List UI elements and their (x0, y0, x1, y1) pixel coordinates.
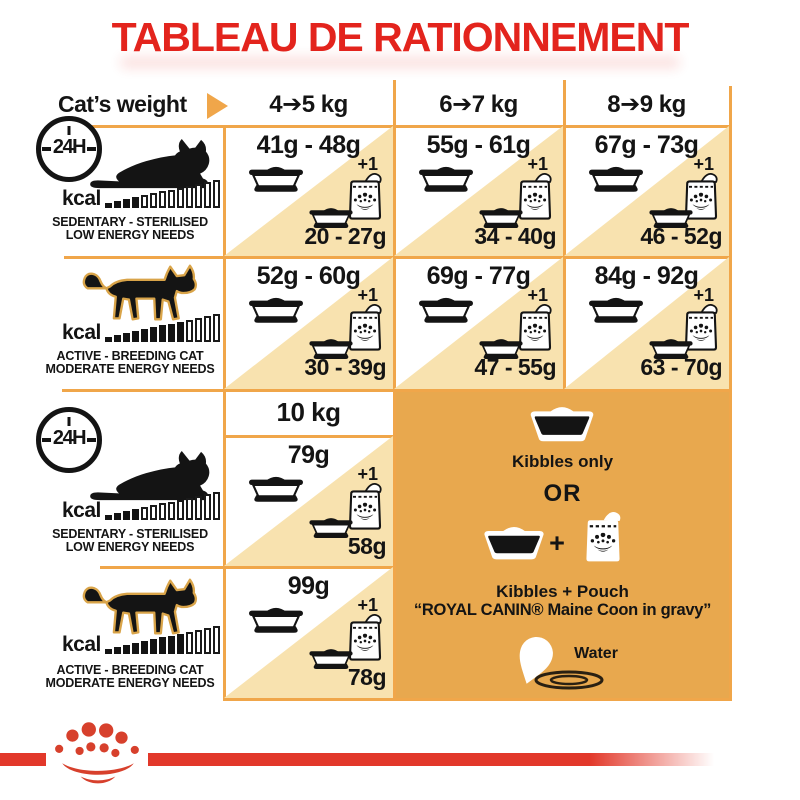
energy-bar (159, 191, 166, 207)
kibbles-plus-pouch-amount: 58g (347, 533, 386, 559)
energy-bar (123, 645, 130, 654)
kcal-scale (62, 314, 224, 342)
grid-line (224, 698, 730, 701)
profile-line1: ACTIVE - BREEDING CAT (56, 349, 204, 363)
kibbles-plus-pouch-amount: 63 - 70g (640, 354, 722, 380)
clock-24h-label: 24H (52, 427, 86, 449)
profile-line1: ACTIVE - BREEDING CAT (56, 663, 204, 677)
profile-line2: MODERATE ENERGY NEEDS (45, 362, 215, 376)
pouch-product-name: “ROYAL CANIN® Maine Coon in gravy” (413, 601, 712, 619)
profile-line2: LOW ENERGY NEEDS (65, 540, 195, 554)
energy-bar (177, 634, 184, 654)
profile-active (34, 574, 226, 694)
profile-line1: SEDENTARY - STERILISED (52, 527, 208, 541)
or-label: OR (543, 480, 582, 507)
kcal-scale (62, 492, 224, 520)
energy-bar (150, 505, 157, 520)
energy-bar (168, 324, 175, 342)
kibbles-only-amount: 41g - 48g (256, 131, 361, 159)
plus-one-pouch-label: +1 (527, 285, 548, 305)
energy-bars-icon (105, 180, 220, 208)
kibble-bowl-icon (480, 525, 548, 560)
kcal-label: kcal (62, 320, 101, 344)
energy-bar (159, 637, 166, 653)
energy-bars-icon (105, 492, 220, 520)
kibbles-only-label: Kibbles only (511, 452, 614, 471)
kibbles-plus-pouch-amount: 30 - 39g (304, 354, 386, 380)
clock-tick (68, 126, 71, 135)
energy-bar (204, 316, 211, 342)
energy-bar (150, 327, 157, 342)
title-shadow-decoration (120, 57, 680, 68)
water-label: Water (574, 645, 618, 662)
water-ripple-icon (532, 670, 606, 690)
energy-bar (123, 199, 130, 208)
energy-bar (213, 492, 220, 520)
plus-sign: + (549, 528, 565, 558)
energy-bar (132, 643, 139, 654)
cats-weight-label: Cat’s weight (58, 91, 187, 117)
energy-bar (177, 500, 184, 520)
page-title: TABLEAU DE RATIONNEMENT (111, 14, 689, 60)
col-header-8-9kg: 8➔9 kg (607, 91, 686, 118)
energy-bar (213, 180, 220, 208)
energy-bar (150, 639, 157, 654)
energy-bar (195, 318, 202, 342)
energy-bar (114, 513, 121, 520)
ration-cell (224, 436, 393, 566)
profile-line2: LOW ENERGY NEEDS (65, 228, 195, 242)
energy-bar (123, 333, 130, 342)
energy-bar (105, 649, 112, 654)
energy-bar (195, 630, 202, 654)
energy-bar (141, 329, 148, 342)
kibbles-only-amount: 55g - 61g (426, 131, 531, 159)
plus-one-pouch-label: +1 (357, 595, 378, 615)
kcal-label: kcal (62, 632, 101, 656)
kibble-bowl-icon (245, 163, 307, 193)
energy-bar (132, 197, 139, 208)
kibble-bowl-icon (526, 405, 598, 442)
energy-bar (132, 331, 139, 342)
per-24h-clock-icon (36, 407, 102, 473)
pouch-icon (583, 511, 623, 564)
ration-cell (394, 126, 563, 256)
brand-stripe (148, 753, 714, 766)
kibbles-plus-pouch-amount: 47 - 55g (474, 354, 556, 380)
ration-cell (564, 257, 729, 389)
energy-bar (204, 628, 211, 654)
kibbles-only-amount: 52g - 60g (256, 262, 361, 290)
kibble-bowl-icon (245, 473, 307, 503)
energy-bar (159, 325, 166, 341)
kibbles-only-amount: 67g - 73g (594, 131, 699, 159)
feeding-options-panel (396, 392, 729, 698)
kibbles-only-amount: 99g (287, 572, 330, 600)
energy-bars-icon (105, 314, 220, 342)
kibbles-only-amount: 79g (287, 441, 330, 469)
energy-bar (141, 507, 148, 520)
per-24h-clock-icon (36, 116, 102, 182)
energy-bar (105, 337, 112, 342)
energy-bar (132, 509, 139, 520)
profile-active (34, 260, 226, 382)
kcal-label: kcal (62, 498, 101, 522)
plus-one-pouch-label: +1 (693, 285, 714, 305)
energy-bar (159, 503, 166, 519)
kibbles-plus-pouch-amount: 34 - 40g (474, 223, 556, 249)
clock-24h-label: 24H (52, 136, 86, 158)
energy-bar (114, 201, 121, 208)
kibble-bowl-icon (415, 294, 477, 324)
kibble-bowl-icon (585, 163, 647, 193)
energy-bar (186, 632, 193, 654)
energy-bar (141, 195, 148, 208)
plus-one-pouch-label: +1 (357, 154, 378, 174)
energy-bar (168, 502, 175, 520)
kibbles-plus-pouch-amount: 46 - 52g (640, 223, 722, 249)
energy-bar (168, 190, 175, 208)
energy-bar (186, 320, 193, 342)
ration-cell (224, 257, 393, 389)
energy-bar (177, 322, 184, 342)
energy-bar (105, 515, 112, 520)
energy-bar (213, 314, 220, 342)
kcal-label: kcal (62, 186, 101, 210)
energy-bar (195, 184, 202, 208)
energy-bar (141, 641, 148, 654)
kibble-bowl-icon (245, 604, 307, 634)
grid-line (729, 86, 732, 701)
kibbles-plus-pouch-amount: 20 - 27g (304, 223, 386, 249)
col-header-10kg: 10 kg (276, 397, 341, 427)
energy-bar (195, 496, 202, 520)
energy-bar (123, 511, 130, 520)
energy-bar (204, 182, 211, 208)
energy-bar (150, 193, 157, 208)
plus-one-pouch-label: +1 (693, 154, 714, 174)
ration-cell (394, 257, 563, 389)
kibble-bowl-icon (415, 163, 477, 193)
energy-bars-icon (105, 626, 220, 654)
brand-stripe (0, 753, 46, 766)
royal-canin-crown-logo (52, 722, 144, 786)
kibbles-only-amount: 84g - 92g (594, 262, 699, 290)
kcal-scale (62, 626, 224, 654)
plus-one-pouch-label: +1 (527, 154, 548, 174)
energy-bar (168, 636, 175, 654)
energy-bar (177, 188, 184, 208)
energy-bar (114, 647, 121, 654)
energy-bar (213, 626, 220, 654)
profile-line2: MODERATE ENERGY NEEDS (45, 676, 215, 690)
plus-one-pouch-label: +1 (357, 285, 378, 305)
energy-bar (186, 186, 193, 208)
col-header-6-7kg: 6➔7 kg (439, 91, 518, 118)
energy-bar (105, 203, 112, 208)
ration-cell (224, 126, 393, 256)
kibbles-plus-pouch-amount: 78g (347, 664, 386, 690)
profile-line1: SEDENTARY - STERILISED (52, 215, 208, 229)
clock-tick (68, 417, 71, 426)
kibbles-only-amount: 69g - 77g (426, 262, 531, 290)
kcal-scale (62, 180, 224, 208)
ration-cell (224, 567, 393, 698)
kibbles-plus-pouch-label: Kibbles + Pouch (496, 582, 629, 601)
kibble-bowl-icon (585, 294, 647, 324)
energy-bar (114, 335, 121, 342)
energy-bar (204, 494, 211, 520)
ration-cell (564, 126, 729, 256)
energy-bar (186, 498, 193, 520)
col-header-4-5kg: 4➔5 kg (269, 91, 348, 118)
kibble-bowl-icon (245, 294, 307, 324)
plus-one-pouch-label: +1 (357, 464, 378, 484)
